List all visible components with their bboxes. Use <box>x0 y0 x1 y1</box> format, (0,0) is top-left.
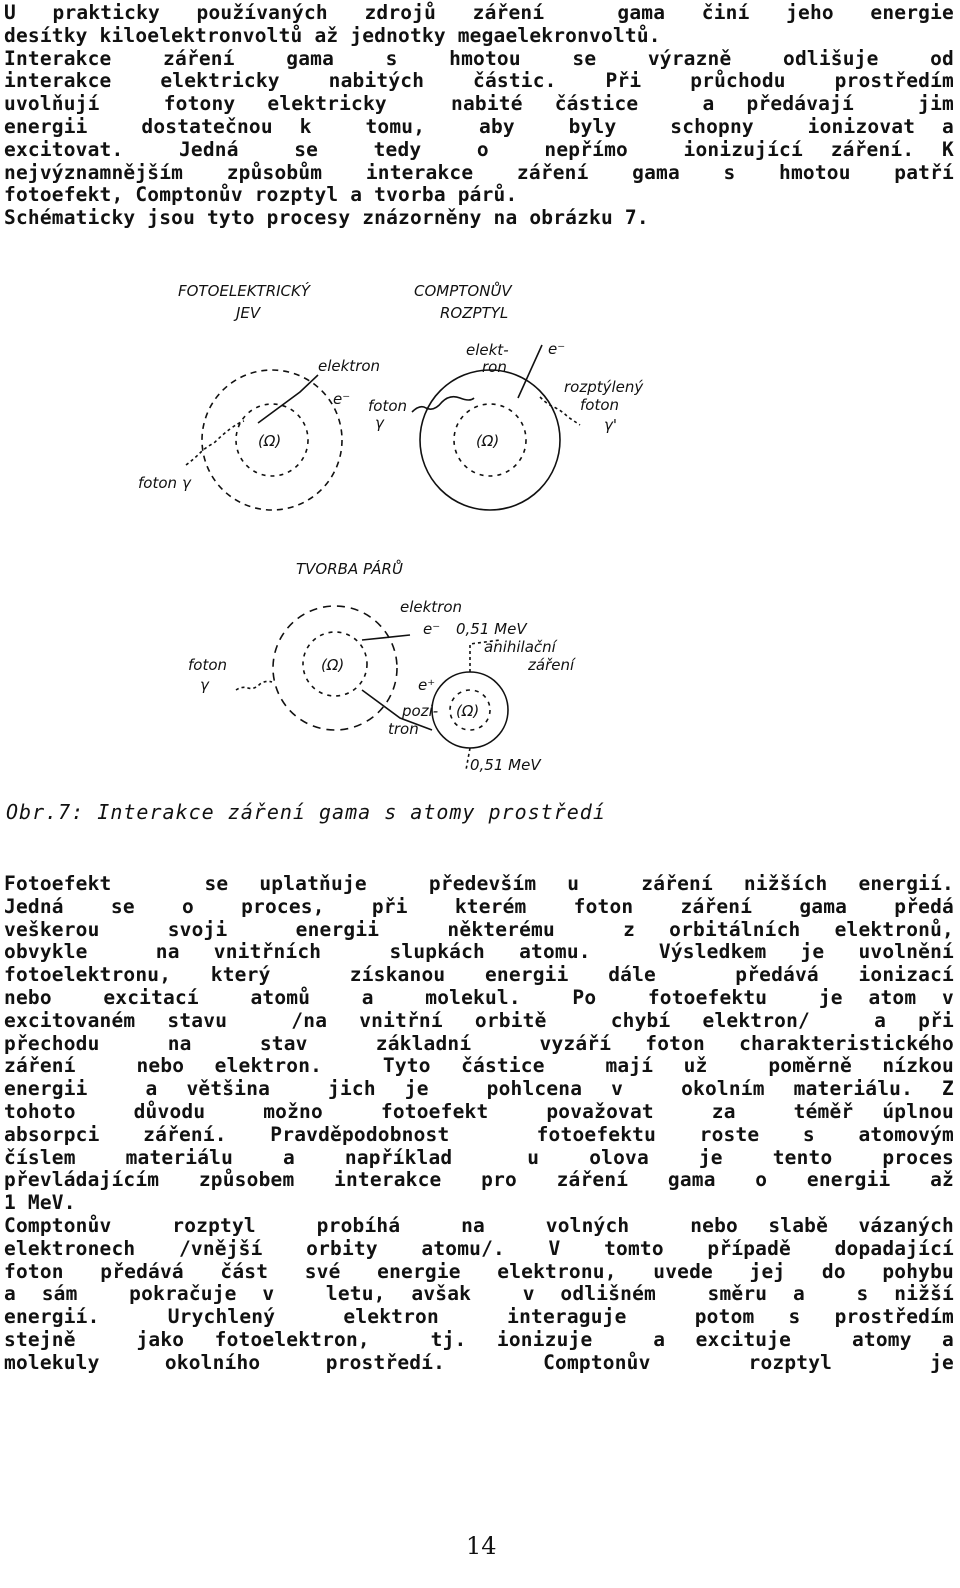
text-line: stejně jako fotoelektron, tj. ionizuje a excituje atomy a <box>4 1327 954 1351</box>
annihilation-label: záření <box>528 656 575 674</box>
incoming-photon-path <box>412 397 474 412</box>
fotoefekt-title: JEV <box>236 304 261 322</box>
photon-label: foton <box>138 474 178 492</box>
incoming-photon-path <box>236 681 272 690</box>
text-line: excitovaném stavu /na vnitřní orbitě chybí elektron/ a při <box>4 1008 954 1032</box>
text-line: fotoelektronu, který získanou energii dále předává ionizací <box>4 963 954 987</box>
text-line: Comptonův rozptyl probíhá na volných nebo slabě vázaných <box>4 1213 954 1237</box>
energy-label: 0,51 MeV <box>456 620 527 638</box>
pair-production-title: TVORBA PÁRŮ <box>296 560 403 578</box>
text-line: absorpci záření. Pravděpodobnost fotoefektu roste s atomovým <box>4 1122 954 1146</box>
text-line: desítky kiloelektronvoltů až jednotky megaelekronvoltů. <box>4 23 661 47</box>
text-line: a sám pokračuje v letu, avšak v odlišném směru a s nižší <box>4 1282 954 1306</box>
text-line: 1 MeV. <box>4 1191 76 1215</box>
text-line: molekuly okolního prostředí. Comptonův rozptyl je <box>4 1350 954 1374</box>
text-line: nebo excitací atomů a molekul. Po fotoefektu je atom v <box>4 985 954 1009</box>
photon-label: foton <box>368 397 408 415</box>
text-line: interakce elektricky nabitých částic. Při průchodu prostředím <box>4 69 954 93</box>
text-line: energií. Urychlený elektron interaguje potom s prostředím <box>4 1305 954 1329</box>
gamma-symbol: γ <box>182 474 191 492</box>
text-line: uvolňují fotony elektricky nabité částice a předávají jim <box>4 92 954 116</box>
text-line: Jedná se o proces, při kterém foton záření gama předá <box>4 894 954 918</box>
text-line: Fotoefekt se uplatňuje především u záření nižších energií. <box>4 872 954 895</box>
paragraph-intro <box>4 2 954 230</box>
text-line: energii dostatečnou k tomu, aby byly schopny ionizovat a <box>4 114 954 138</box>
text-line: záření nebo elektron. Tyto částice mají už poměrně nízkou <box>4 1054 954 1078</box>
electron-symbol: e⁻ <box>548 340 566 358</box>
text-line: tohoto důvodu možno fotoefekt považovat za téměř úplnou <box>4 1099 954 1123</box>
positron-symbol: e⁺ <box>418 676 436 694</box>
energy-label: 0,51 MeV <box>470 756 541 774</box>
electron-path <box>362 635 410 640</box>
text-line: nejvýznamnějším způsobům interakce záření gama s hmotou patří <box>4 160 954 184</box>
nucleus-label: (Ω) <box>456 702 480 720</box>
text-line: excitovat. Jedná se tedy o nepřímo ionizující záření. K <box>4 137 954 161</box>
electron-label: elektron <box>318 357 381 375</box>
text-line: Schématicky jsou tyto procesy znázorněny na obrázku 7. <box>4 206 649 230</box>
page-number: 14 <box>466 1532 497 1560</box>
figure-caption: Obr.7: Interakce záření gama s atomy prostředí <box>6 800 606 824</box>
text-line: foton předává část své energie elektronu, uvede jej do pohybu <box>4 1259 954 1283</box>
text-line: převládajícím způsobem interakce pro záření gama o energii až <box>4 1168 954 1192</box>
nucleus-label: (Ω) <box>258 432 282 450</box>
text-line: veškerou svoji energii některému z orbitálních elektronů, <box>4 917 954 941</box>
positron-label: tron <box>388 720 419 738</box>
nucleus-label: (Ω) <box>476 432 500 450</box>
annihilation-label: anihilační <box>484 638 556 656</box>
compton-title: COMPTONŮV <box>414 282 512 300</box>
electron-label: ron <box>482 358 507 376</box>
scattered-photon-label: rozptýlený <box>564 378 644 396</box>
fotoefekt-title: FOTOELEKTRICKÝ <box>178 282 311 300</box>
text-line: U prakticky používaných zdrojů záření gama činí jeho energie <box>4 1 954 24</box>
compton-title: ROZPTYL <box>440 304 509 322</box>
electron-symbol: e⁻ <box>333 390 351 408</box>
text-line: obvykle na vnitřních slupkách atomu. Výsledkem je uvolnění <box>4 940 954 964</box>
text-line: Interakce záření gama s hmotou se výrazně odlišuje od <box>4 46 954 70</box>
incoming-photon-path <box>186 421 244 465</box>
figure-interactions <box>0 250 960 810</box>
scattered-photon-label: foton <box>580 396 620 414</box>
gamma-prime-symbol: γ' <box>604 416 618 434</box>
electron-label: elektron <box>400 598 463 616</box>
nucleus-label: (Ω) <box>321 656 345 674</box>
scattered-photon-path <box>540 397 580 425</box>
gamma-symbol: γ <box>200 676 209 694</box>
gamma-symbol: γ <box>375 414 384 432</box>
text-line: číslem materiálu a například u olova je tento proces <box>4 1145 954 1169</box>
text-line: elektronech /vnější orbity atomu/. V tomto případě dopadající <box>4 1236 954 1260</box>
text-line: energii a většina jich je pohlcena v okolním materiálu. Z <box>4 1077 954 1101</box>
positron-label: pozi- <box>402 702 439 720</box>
electron-path <box>258 375 318 423</box>
photon-label: foton <box>188 656 228 674</box>
text-line: přechodu na stav základní vyzáří foton charakteristického <box>4 1031 954 1055</box>
electron-symbol: e⁻ <box>423 620 441 638</box>
text-line: fotoefekt, Comptonův rozptyl a tvorba párů. <box>4 183 518 207</box>
paragraph-processes <box>4 873 954 1375</box>
electron-label: elekt- <box>466 341 509 359</box>
